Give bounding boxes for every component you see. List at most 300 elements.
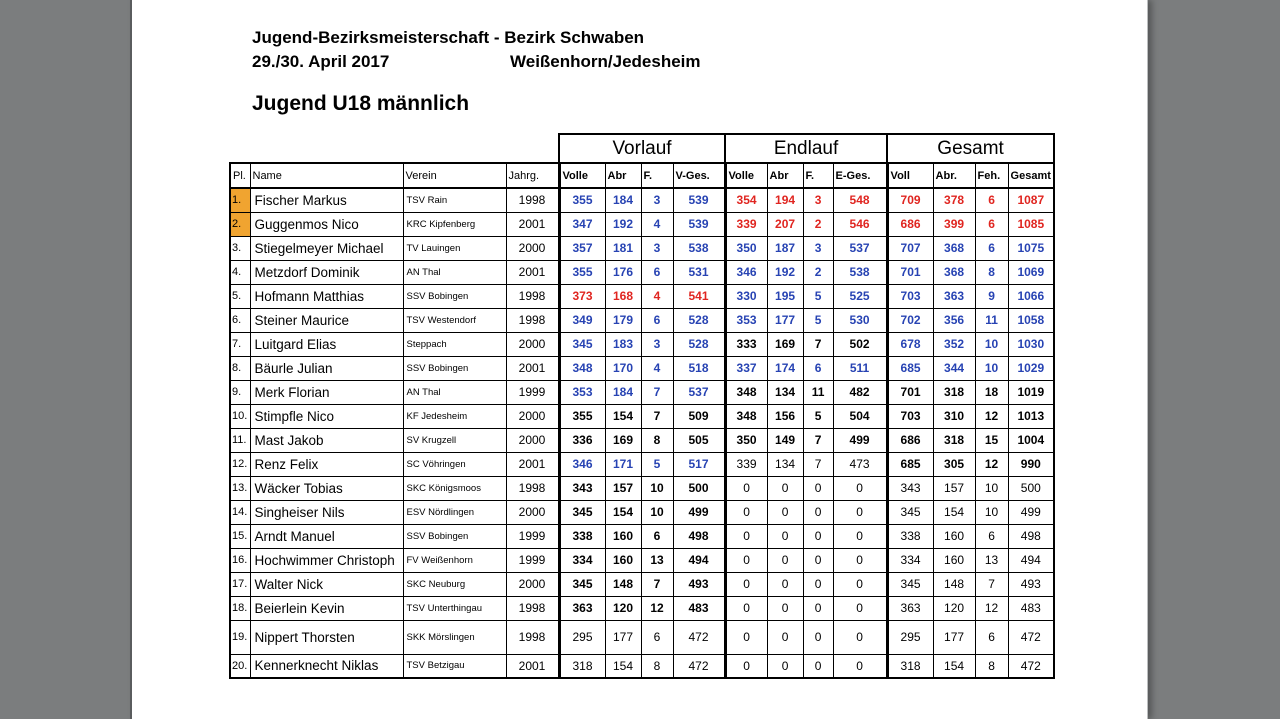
vorlauf-value-cell: 537 [673, 380, 725, 404]
vorlauf-value-cell: 509 [673, 404, 725, 428]
gesamt-value-cell: 6 [975, 524, 1008, 548]
endlauf-value-cell: 473 [833, 452, 887, 476]
rank-cell: 7. [230, 332, 250, 356]
rank-cell: 13. [230, 476, 250, 500]
column-header: F. [803, 163, 833, 188]
vorlauf-value-cell: 531 [673, 260, 725, 284]
vorlauf-value-cell: 169 [605, 428, 641, 452]
endlauf-value-cell: 5 [803, 308, 833, 332]
endlauf-value-cell: 511 [833, 356, 887, 380]
name-cell: Nippert Thorsten [250, 620, 403, 654]
endlauf-value-cell: 6 [803, 356, 833, 380]
vorlauf-value-cell: 170 [605, 356, 641, 380]
endlauf-value-cell: 0 [803, 500, 833, 524]
vorlauf-value-cell: 349 [559, 308, 605, 332]
endlauf-value-cell: 537 [833, 236, 887, 260]
endlauf-value-cell: 0 [803, 620, 833, 654]
vorlauf-value-cell: 13 [641, 548, 673, 572]
band-header-gesamt: Gesamt [887, 134, 1054, 163]
gesamt-value-cell: 12 [975, 404, 1008, 428]
endlauf-value-cell: 187 [767, 236, 803, 260]
endlauf-value-cell: 504 [833, 404, 887, 428]
gesamt-value-cell: 12 [975, 452, 1008, 476]
club-cell: ESV Nördlingen [403, 500, 506, 524]
endlauf-value-cell: 525 [833, 284, 887, 308]
endlauf-value-cell: 0 [833, 476, 887, 500]
endlauf-value-cell: 0 [725, 654, 767, 678]
endlauf-value-cell: 156 [767, 404, 803, 428]
endlauf-value-cell: 0 [767, 596, 803, 620]
year-cell: 2001 [506, 260, 559, 284]
club-cell: KRC Kipfenberg [403, 212, 506, 236]
gesamt-value-cell: 686 [887, 428, 933, 452]
vorlauf-value-cell: 472 [673, 654, 725, 678]
gesamt-value-cell: 15 [975, 428, 1008, 452]
endlauf-value-cell: 0 [725, 572, 767, 596]
gesamt-value-cell: 498 [1008, 524, 1054, 548]
gesamt-value-cell: 1029 [1008, 356, 1054, 380]
club-cell: SKC Königsmoos [403, 476, 506, 500]
vorlauf-value-cell: 336 [559, 428, 605, 452]
endlauf-value-cell: 7 [803, 452, 833, 476]
name-cell: Kennerknecht Niklas [250, 654, 403, 678]
year-cell: 1999 [506, 548, 559, 572]
table-row [230, 428, 1054, 452]
vorlauf-value-cell: 493 [673, 572, 725, 596]
year-cell: 2001 [506, 212, 559, 236]
endlauf-value-cell: 0 [725, 524, 767, 548]
gesamt-value-cell: 6 [975, 620, 1008, 654]
endlauf-value-cell: 0 [803, 654, 833, 678]
rank-cell: 6. [230, 308, 250, 332]
endlauf-value-cell: 530 [833, 308, 887, 332]
vorlauf-value-cell: 343 [559, 476, 605, 500]
rank-cell: 10. [230, 404, 250, 428]
document-header [252, 28, 701, 72]
gesamt-value-cell: 707 [887, 236, 933, 260]
gesamt-value-cell: 338 [887, 524, 933, 548]
gesamt-value-cell: 1085 [1008, 212, 1054, 236]
vorlauf-value-cell: 168 [605, 284, 641, 308]
vorlauf-value-cell: 8 [641, 428, 673, 452]
endlauf-value-cell: 0 [767, 524, 803, 548]
column-header: Abr. [933, 163, 975, 188]
year-cell: 2000 [506, 404, 559, 428]
gesamt-value-cell: 363 [933, 284, 975, 308]
gesamt-value-cell: 352 [933, 332, 975, 356]
name-cell: Fischer Markus [250, 188, 403, 212]
gesamt-value-cell: 709 [887, 188, 933, 212]
club-cell: Steppach [403, 332, 506, 356]
rank-cell: 11. [230, 428, 250, 452]
club-cell: SKK Mörslingen [403, 620, 506, 654]
vorlauf-value-cell: 538 [673, 236, 725, 260]
vorlauf-value-cell: 505 [673, 428, 725, 452]
column-header: F. [641, 163, 673, 188]
year-cell: 1998 [506, 620, 559, 654]
year-cell: 2000 [506, 428, 559, 452]
gesamt-value-cell: 1030 [1008, 332, 1054, 356]
gesamt-value-cell: 120 [933, 596, 975, 620]
vorlauf-value-cell: 353 [559, 380, 605, 404]
gesamt-value-cell: 6 [975, 188, 1008, 212]
rank-cell: 18. [230, 596, 250, 620]
endlauf-value-cell: 482 [833, 380, 887, 404]
gesamt-value-cell: 8 [975, 260, 1008, 284]
gesamt-value-cell: 12 [975, 596, 1008, 620]
table-row [230, 404, 1054, 428]
year-cell: 2000 [506, 236, 559, 260]
vorlauf-value-cell: 295 [559, 620, 605, 654]
vorlauf-value-cell: 3 [641, 236, 673, 260]
vorlauf-value-cell: 355 [559, 404, 605, 428]
vorlauf-value-cell: 4 [641, 284, 673, 308]
gesamt-value-cell: 318 [933, 380, 975, 404]
gesamt-value-cell: 703 [887, 284, 933, 308]
vorlauf-value-cell: 3 [641, 332, 673, 356]
club-cell: FV Weißenhorn [403, 548, 506, 572]
name-cell: Arndt Manuel [250, 524, 403, 548]
rank-cell: 12. [230, 452, 250, 476]
gesamt-value-cell: 1087 [1008, 188, 1054, 212]
endlauf-value-cell: 502 [833, 332, 887, 356]
vorlauf-value-cell: 347 [559, 212, 605, 236]
endlauf-value-cell: 546 [833, 212, 887, 236]
year-cell: 1998 [506, 188, 559, 212]
vorlauf-value-cell: 6 [641, 260, 673, 284]
vorlauf-value-cell: 6 [641, 524, 673, 548]
endlauf-value-cell: 177 [767, 308, 803, 332]
gesamt-value-cell: 678 [887, 332, 933, 356]
vorlauf-value-cell: 154 [605, 500, 641, 524]
table-row [230, 260, 1054, 284]
table-row [230, 308, 1054, 332]
gesamt-value-cell: 686 [887, 212, 933, 236]
event-subtitle [252, 52, 701, 72]
endlauf-value-cell: 7 [803, 428, 833, 452]
column-header: Name [250, 163, 403, 188]
rank-cell: 16. [230, 548, 250, 572]
endlauf-value-cell: 0 [803, 524, 833, 548]
rank-cell: 15. [230, 524, 250, 548]
club-cell: TSV Westendorf [403, 308, 506, 332]
vorlauf-value-cell: 363 [559, 596, 605, 620]
column-header: V-Ges. [673, 163, 725, 188]
column-header: Volle [559, 163, 605, 188]
endlauf-value-cell: 0 [803, 548, 833, 572]
endlauf-value-cell: 0 [833, 500, 887, 524]
endlauf-value-cell: 346 [725, 260, 767, 284]
endlauf-value-cell: 333 [725, 332, 767, 356]
results-tbody [230, 134, 1054, 678]
endlauf-value-cell: 330 [725, 284, 767, 308]
table-row [230, 188, 1054, 212]
table-row [230, 572, 1054, 596]
event-location: Weißenhorn/Jedesheim [510, 52, 701, 71]
endlauf-value-cell: 0 [725, 500, 767, 524]
table-row [230, 332, 1054, 356]
vorlauf-value-cell: 345 [559, 500, 605, 524]
name-cell: Steiner Maurice [250, 308, 403, 332]
endlauf-value-cell: 7 [803, 332, 833, 356]
gesamt-value-cell: 483 [1008, 596, 1054, 620]
club-cell: TV Lauingen [403, 236, 506, 260]
gesamt-value-cell: 1019 [1008, 380, 1054, 404]
gesamt-value-cell: 6 [975, 212, 1008, 236]
gesamt-value-cell: 305 [933, 452, 975, 476]
vorlauf-value-cell: 4 [641, 356, 673, 380]
vorlauf-value-cell: 160 [605, 548, 641, 572]
gesamt-value-cell: 702 [887, 308, 933, 332]
gesamt-value-cell: 703 [887, 404, 933, 428]
endlauf-value-cell: 0 [833, 548, 887, 572]
rank-cell: 4. [230, 260, 250, 284]
gesamt-value-cell: 499 [1008, 500, 1054, 524]
vorlauf-value-cell: 4 [641, 212, 673, 236]
table-row [230, 476, 1054, 500]
vorlauf-value-cell: 160 [605, 524, 641, 548]
vorlauf-value-cell: 6 [641, 620, 673, 654]
gesamt-value-cell: 295 [887, 620, 933, 654]
vorlauf-value-cell: 7 [641, 572, 673, 596]
gesamt-value-cell: 1013 [1008, 404, 1054, 428]
endlauf-value-cell: 5 [803, 284, 833, 308]
club-cell: SSV Bobingen [403, 284, 506, 308]
document-page [130, 0, 1148, 719]
event-date: 29./30. April 2017 [252, 52, 390, 71]
column-header: Feh. [975, 163, 1008, 188]
endlauf-value-cell: 339 [725, 452, 767, 476]
club-cell: SV Krugzell [403, 428, 506, 452]
club-cell: SKC Neuburg [403, 572, 506, 596]
year-cell: 2001 [506, 452, 559, 476]
name-cell: Stiegelmeyer Michael [250, 236, 403, 260]
vorlauf-value-cell: 318 [559, 654, 605, 678]
endlauf-value-cell: 548 [833, 188, 887, 212]
endlauf-value-cell: 350 [725, 236, 767, 260]
rank-cell: 8. [230, 356, 250, 380]
gesamt-value-cell: 343 [887, 476, 933, 500]
gesamt-value-cell: 11 [975, 308, 1008, 332]
vorlauf-value-cell: 334 [559, 548, 605, 572]
endlauf-value-cell: 174 [767, 356, 803, 380]
endlauf-value-cell: 134 [767, 452, 803, 476]
name-cell: Beierlein Kevin [250, 596, 403, 620]
vorlauf-value-cell: 8 [641, 654, 673, 678]
club-cell: AN Thal [403, 380, 506, 404]
vorlauf-value-cell: 348 [559, 356, 605, 380]
endlauf-value-cell: 11 [803, 380, 833, 404]
vorlauf-value-cell: 6 [641, 308, 673, 332]
endlauf-value-cell: 3 [803, 236, 833, 260]
year-cell: 2001 [506, 654, 559, 678]
vorlauf-value-cell: 176 [605, 260, 641, 284]
name-cell: Hochwimmer Christoph [250, 548, 403, 572]
endlauf-value-cell: 0 [767, 476, 803, 500]
table-row [230, 452, 1054, 476]
gesamt-value-cell: 356 [933, 308, 975, 332]
name-cell: Wäcker Tobias [250, 476, 403, 500]
name-cell: Walter Nick [250, 572, 403, 596]
endlauf-value-cell: 149 [767, 428, 803, 452]
year-cell: 1998 [506, 476, 559, 500]
year-cell: 1999 [506, 524, 559, 548]
rank-cell: 20. [230, 654, 250, 678]
club-cell: AN Thal [403, 260, 506, 284]
table-row [230, 212, 1054, 236]
vorlauf-value-cell: 171 [605, 452, 641, 476]
endlauf-value-cell: 339 [725, 212, 767, 236]
gesamt-value-cell: 345 [887, 572, 933, 596]
gesamt-value-cell: 368 [933, 260, 975, 284]
name-cell: Singheiser Nils [250, 500, 403, 524]
name-cell: Stimpfle Nico [250, 404, 403, 428]
endlauf-value-cell: 192 [767, 260, 803, 284]
gesamt-value-cell: 310 [933, 404, 975, 428]
vorlauf-value-cell: 345 [559, 332, 605, 356]
year-cell: 2000 [506, 500, 559, 524]
vorlauf-value-cell: 184 [605, 380, 641, 404]
column-header: Abr [767, 163, 803, 188]
gesamt-value-cell: 13 [975, 548, 1008, 572]
name-cell: Guggenmos Nico [250, 212, 403, 236]
year-cell: 1998 [506, 284, 559, 308]
year-cell: 1998 [506, 308, 559, 332]
vorlauf-value-cell: 539 [673, 188, 725, 212]
endlauf-value-cell: 0 [833, 620, 887, 654]
rank-cell: 1. [230, 188, 250, 212]
gesamt-value-cell: 1004 [1008, 428, 1054, 452]
column-header: Jahrg. [506, 163, 559, 188]
gesamt-value-cell: 1066 [1008, 284, 1054, 308]
endlauf-value-cell: 348 [725, 404, 767, 428]
gesamt-value-cell: 494 [1008, 548, 1054, 572]
name-cell: Hofmann Matthias [250, 284, 403, 308]
gesamt-value-cell: 685 [887, 452, 933, 476]
endlauf-value-cell: 134 [767, 380, 803, 404]
vorlauf-value-cell: 355 [559, 188, 605, 212]
vorlauf-value-cell: 148 [605, 572, 641, 596]
gesamt-value-cell: 148 [933, 572, 975, 596]
vorlauf-value-cell: 7 [641, 404, 673, 428]
gesamt-value-cell: 472 [1008, 654, 1054, 678]
gesamt-value-cell: 318 [887, 654, 933, 678]
table-row [230, 548, 1054, 572]
vorlauf-value-cell: 184 [605, 188, 641, 212]
table-row [230, 620, 1054, 654]
endlauf-value-cell: 169 [767, 332, 803, 356]
endlauf-value-cell: 354 [725, 188, 767, 212]
vorlauf-value-cell: 183 [605, 332, 641, 356]
endlauf-value-cell: 0 [833, 524, 887, 548]
name-cell: Metzdorf Dominik [250, 260, 403, 284]
gesamt-value-cell: 334 [887, 548, 933, 572]
vorlauf-value-cell: 539 [673, 212, 725, 236]
gesamt-value-cell: 493 [1008, 572, 1054, 596]
band-spacer [230, 134, 559, 163]
vorlauf-value-cell: 3 [641, 188, 673, 212]
endlauf-value-cell: 538 [833, 260, 887, 284]
vorlauf-value-cell: 541 [673, 284, 725, 308]
vorlauf-value-cell: 192 [605, 212, 641, 236]
vorlauf-value-cell: 154 [605, 654, 641, 678]
rank-cell: 5. [230, 284, 250, 308]
gesamt-value-cell: 9 [975, 284, 1008, 308]
endlauf-value-cell: 348 [725, 380, 767, 404]
endlauf-value-cell: 0 [803, 596, 833, 620]
table-row [230, 596, 1054, 620]
rank-cell: 19. [230, 620, 250, 654]
endlauf-value-cell: 0 [833, 596, 887, 620]
category-title: Jugend U18 männlich [252, 92, 470, 115]
vorlauf-value-cell: 518 [673, 356, 725, 380]
vorlauf-value-cell: 500 [673, 476, 725, 500]
endlauf-value-cell: 499 [833, 428, 887, 452]
gesamt-value-cell: 7 [975, 572, 1008, 596]
gesamt-value-cell: 154 [933, 654, 975, 678]
club-cell: TSV Unterthingau [403, 596, 506, 620]
gesamt-value-cell: 18 [975, 380, 1008, 404]
vorlauf-value-cell: 483 [673, 596, 725, 620]
name-cell: Renz Felix [250, 452, 403, 476]
vorlauf-value-cell: 528 [673, 332, 725, 356]
column-header: Abr [605, 163, 641, 188]
endlauf-value-cell: 0 [725, 548, 767, 572]
name-cell: Merk Florian [250, 380, 403, 404]
endlauf-value-cell: 195 [767, 284, 803, 308]
gesamt-value-cell: 500 [1008, 476, 1054, 500]
gesamt-value-cell: 685 [887, 356, 933, 380]
gesamt-value-cell: 318 [933, 428, 975, 452]
endlauf-value-cell: 2 [803, 212, 833, 236]
gesamt-value-cell: 368 [933, 236, 975, 260]
gesamt-value-cell: 154 [933, 500, 975, 524]
vorlauf-value-cell: 120 [605, 596, 641, 620]
gesamt-value-cell: 10 [975, 500, 1008, 524]
gesamt-value-cell: 157 [933, 476, 975, 500]
vorlauf-value-cell: 10 [641, 500, 673, 524]
gesamt-value-cell: 399 [933, 212, 975, 236]
gesamt-value-cell: 10 [975, 332, 1008, 356]
endlauf-value-cell: 353 [725, 308, 767, 332]
endlauf-value-cell: 0 [803, 572, 833, 596]
vorlauf-value-cell: 179 [605, 308, 641, 332]
vorlauf-value-cell: 472 [673, 620, 725, 654]
name-cell: Bäurle Julian [250, 356, 403, 380]
vorlauf-value-cell: 5 [641, 452, 673, 476]
gesamt-value-cell: 1058 [1008, 308, 1054, 332]
band-header-endlauf: Endlauf [725, 134, 887, 163]
table-row [230, 236, 1054, 260]
table-row [230, 356, 1054, 380]
gesamt-value-cell: 990 [1008, 452, 1054, 476]
rank-cell: 9. [230, 380, 250, 404]
rank-cell: 17. [230, 572, 250, 596]
gesamt-value-cell: 8 [975, 654, 1008, 678]
column-header: Pl. [230, 163, 250, 188]
table-row [230, 284, 1054, 308]
vorlauf-value-cell: 157 [605, 476, 641, 500]
endlauf-value-cell: 3 [803, 188, 833, 212]
endlauf-value-cell: 0 [767, 572, 803, 596]
year-cell: 2001 [506, 356, 559, 380]
gesamt-value-cell: 10 [975, 356, 1008, 380]
vorlauf-value-cell: 12 [641, 596, 673, 620]
vorlauf-value-cell: 373 [559, 284, 605, 308]
vorlauf-value-cell: 346 [559, 452, 605, 476]
vorlauf-value-cell: 154 [605, 404, 641, 428]
gesamt-value-cell: 160 [933, 524, 975, 548]
